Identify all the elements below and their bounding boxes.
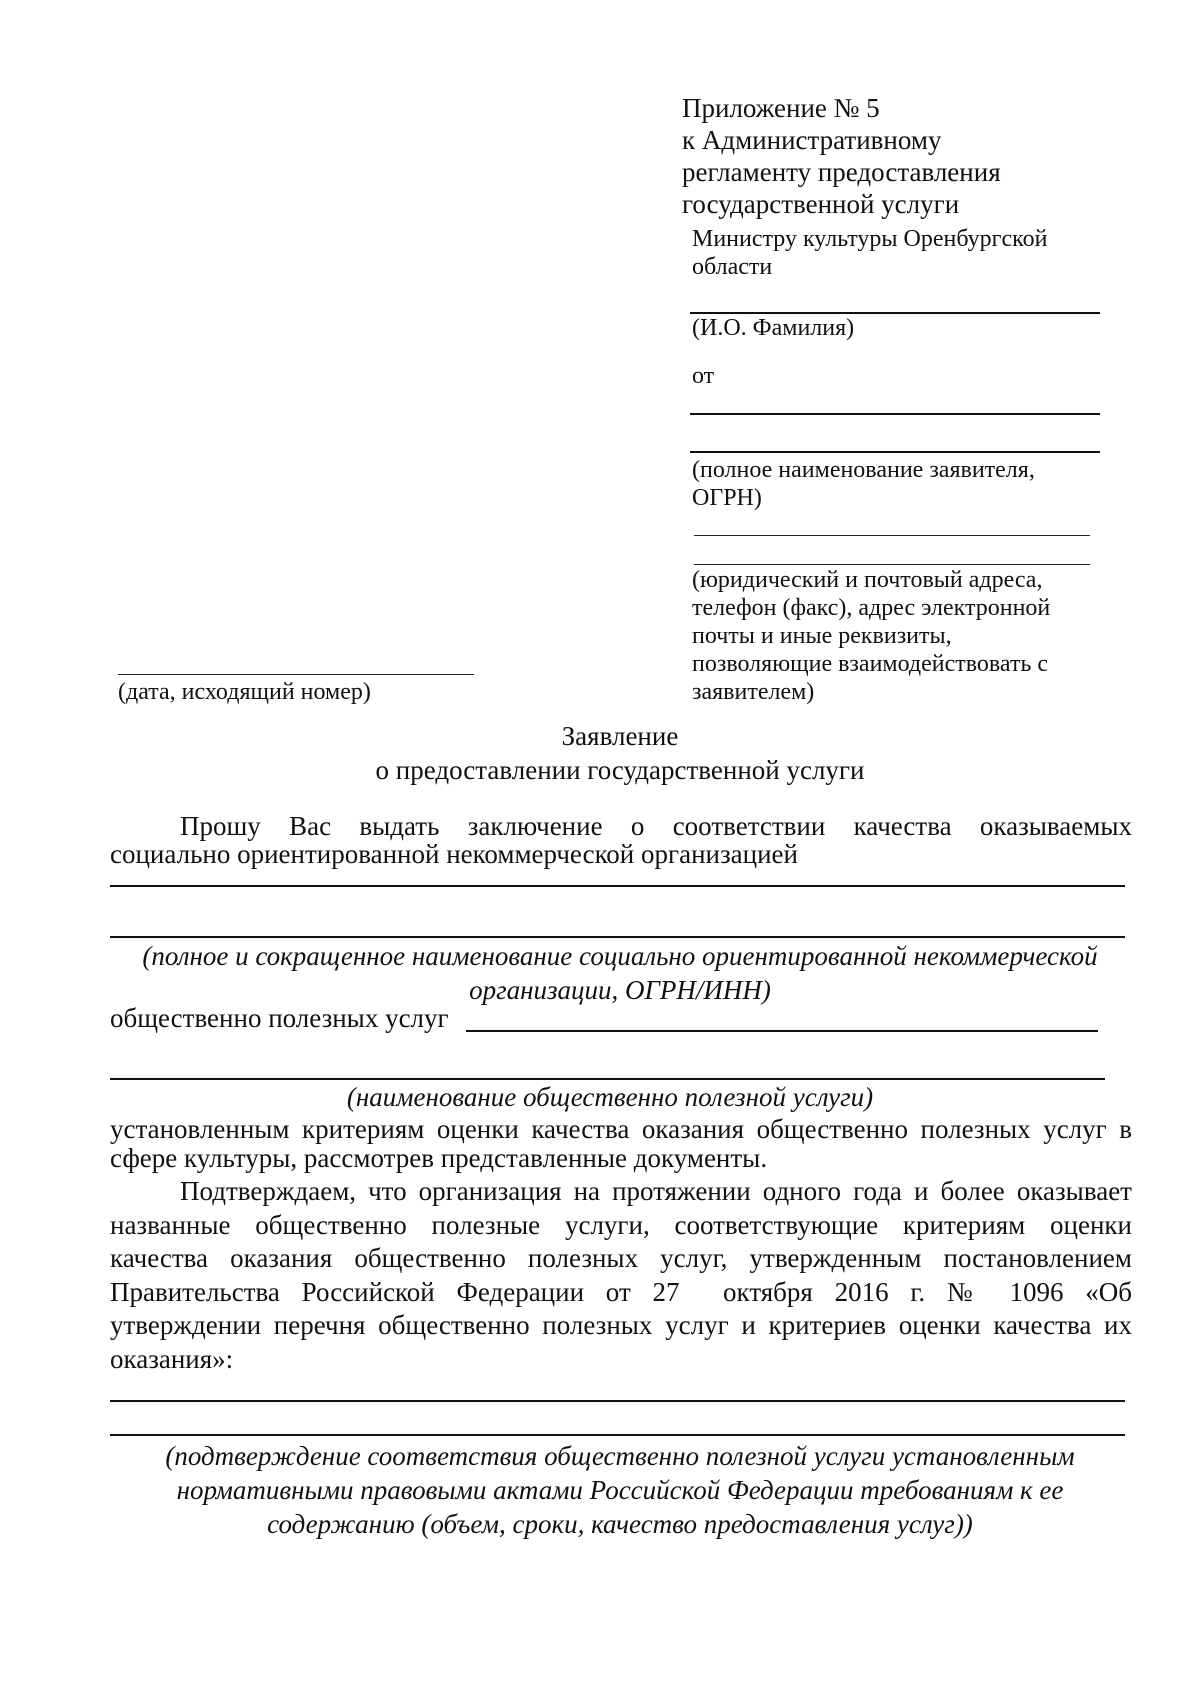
date-field-line[interactable] xyxy=(118,674,474,675)
conformity-caption-line-3: содержанию (объем, сроки, качество предоставления услуг)) xyxy=(267,1509,973,1539)
applicant-caption-line-2: ОГРН) xyxy=(692,485,762,511)
from-label: от xyxy=(692,363,715,389)
address-caption-line-5: заявителем) xyxy=(692,679,815,705)
title-line-2: о предоставлении государственной услуги xyxy=(375,755,865,785)
title-line-1: Заявление xyxy=(561,721,679,751)
org-caption xyxy=(110,940,1130,1006)
address-caption-line-2: телефон (факс), адрес электронной xyxy=(692,595,1051,621)
address-caption-line-4: позволяющие взаимодействовать с xyxy=(692,651,1049,677)
confirm-line-6: оказания»: xyxy=(110,1344,234,1374)
services-field-line-1[interactable] xyxy=(466,1030,1098,1032)
services-field-line-2[interactable] xyxy=(110,1078,1105,1080)
confirm-line-4: Правительства Российской Федерации от 27 октября 2016 г. № 1096 «Об xyxy=(110,1277,1132,1307)
appendix-line-1: Приложение № 5 xyxy=(682,93,880,123)
request-line-2: социально ориентированной некоммерческой организацией xyxy=(110,839,798,869)
conformity-caption-line-2: нормативными правовыми актами Российской Федерации требованиям к ее xyxy=(176,1475,1064,1505)
conformity-field-line-2[interactable] xyxy=(110,1434,1125,1436)
applicant-field-line-2[interactable] xyxy=(690,451,1100,453)
service-caption: (наименование общественно полезной услуги) xyxy=(346,1082,874,1112)
conformity-caption xyxy=(110,1440,1130,1540)
address-field-line-1[interactable] xyxy=(694,535,1090,536)
org-field-line-1[interactable] xyxy=(110,885,1125,887)
addressee-line-1: Министру культуры Оренбургской xyxy=(692,226,1048,252)
criteria-line-2: сфере культуры, рассмотрев представленные документы. xyxy=(110,1143,768,1173)
appendix-line-2: к Административному xyxy=(682,125,942,155)
addressee-block xyxy=(692,225,1122,281)
document-title xyxy=(110,720,1130,786)
applicant-caption xyxy=(692,456,1112,512)
org-caption-line-2: организации, ОГРН/ИНН) xyxy=(469,975,771,1005)
applicant-caption-line-1: (полное наименование заявителя, xyxy=(692,457,1035,483)
appendix-block xyxy=(682,92,1162,220)
date-caption: (дата, исходящий номер) xyxy=(118,679,371,705)
conformity-caption-line-1: (подтверждение соответствия общественно полезной услуги установленным xyxy=(165,1441,1075,1471)
org-caption-line-1: (полное и сокращенное наименование социально ориентированной некоммерческой xyxy=(142,941,1098,971)
confirm-line-1: Подтверждаем, что организация на протяжении одного года и более оказывает xyxy=(180,1176,1132,1206)
request-line-1: Прошу Вас выдать заключение о соответствии качества оказываемых xyxy=(180,811,1132,841)
conformity-field-line-1[interactable] xyxy=(110,1400,1125,1402)
criteria-line-1: установленным критериям оценки качества оказания общественно полезных услуг в xyxy=(110,1114,1132,1144)
confirm-line-5: утверждении перечня общественно полезных услуг и критериев оценки качества их xyxy=(110,1310,1132,1340)
name-caption: (И.О. Фамилия) xyxy=(692,315,855,341)
appendix-line-3: регламенту предоставления xyxy=(682,157,1001,187)
address-caption-line-1: (юридический и почтовый адреса, xyxy=(692,567,1043,593)
org-field-line-2[interactable] xyxy=(110,936,1125,938)
address-caption xyxy=(692,566,1112,706)
applicant-field-line-1[interactable] xyxy=(690,413,1100,415)
address-field-line-2[interactable] xyxy=(694,564,1090,565)
services-label: общественно полезных услуг xyxy=(110,1003,449,1033)
appendix-line-4: государственной услуги xyxy=(682,189,960,219)
address-caption-line-3: почты и иные реквизиты, xyxy=(692,623,952,649)
confirm-line-2: названные общественно полезные услуги, соответствующие критериям оценки xyxy=(110,1210,1132,1240)
addressee-line-2: области xyxy=(692,254,773,280)
confirm-line-3: качества оказания общественно полезных услуг, утвержденным постановлением xyxy=(110,1243,1132,1273)
